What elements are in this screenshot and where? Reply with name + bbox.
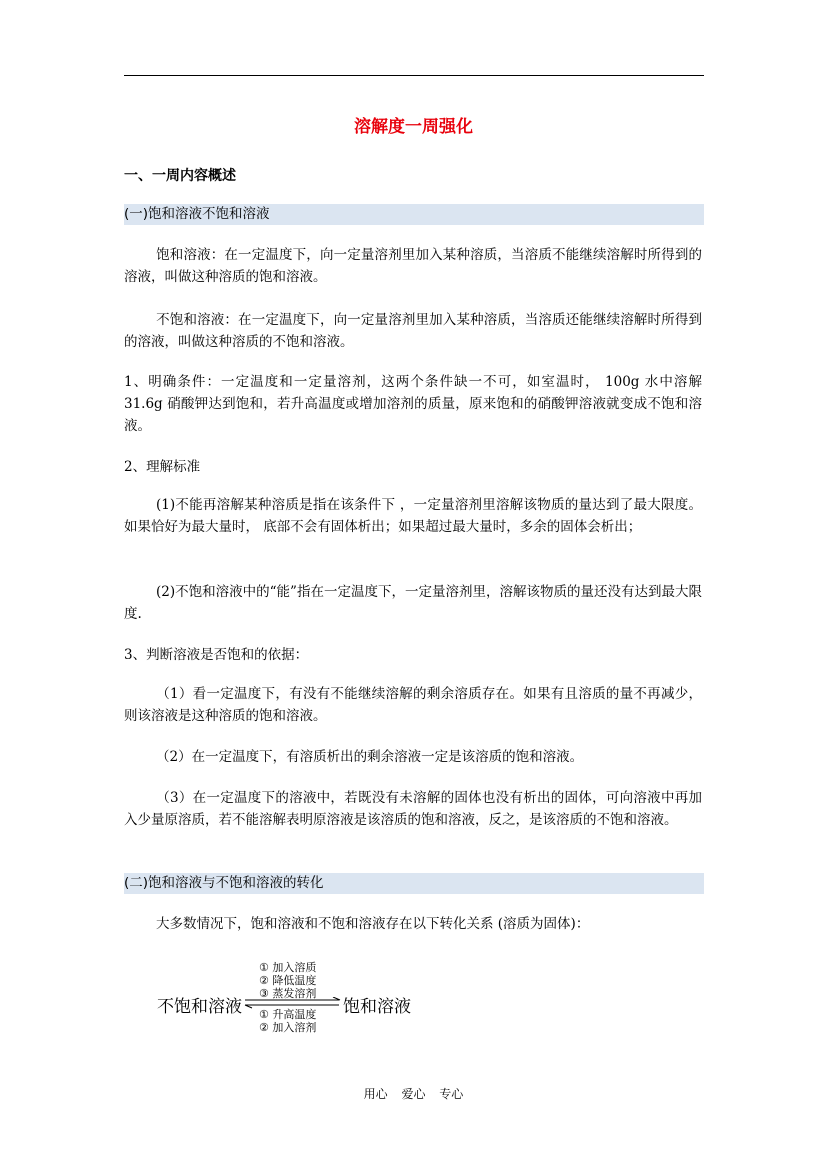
- paragraph-point-3-3: [124, 787, 702, 831]
- subsection-band-2-label: (二)饱和溶液与不饱和溶液的转化: [124, 875, 324, 891]
- paragraph-point-2-1: [124, 494, 702, 538]
- paragraph-point-2: 2、理解标准: [124, 459, 201, 475]
- page-title: 溶解度一周强化: [354, 117, 473, 137]
- section-heading: 一、一周内容概述: [124, 168, 236, 184]
- forward-conditions: [259, 961, 316, 1000]
- unsaturated-solution-label: 不饱和溶液: [157, 997, 242, 1017]
- paragraph-text: (1)不能再溶解某种溶质是指在该条件下 ，一定量溶剂里溶解该物质的量达到了最大限度。如果恰好为最大量时， 底部不会有固体析出；如果超过最大量时，多余的固体会析出；: [124, 497, 702, 535]
- forward-condition: ① 加入溶质: [259, 961, 317, 974]
- paragraph-point-1: 1、明确条件：一定温度和一定量溶剂，这两个条件缺一不可，如室温时， 100g 水中溶解 31.6g 硝酸钾达到饱和，若升高温度或增加溶剂的质量，原来饱和的硝酸钾溶液就变成不饱和溶液。: [124, 374, 702, 434]
- paragraph-text: （3）在一定温度下的溶液中，若既没有未溶解的固体也没有析出的固体，可向溶液中再加入少量原溶质，若不能溶解表明原溶液是该溶质的饱和溶液，反之，是该溶质的不饱和溶液。: [124, 790, 702, 828]
- saturated-solution-label: 饱和溶液: [343, 997, 411, 1017]
- paragraph-text: (2)不饱和溶液中的“能”指在一定温度下，一定量溶剂里，溶解该物质的量还没有达到最大限度.: [124, 584, 702, 622]
- paragraph-point-2-2: [124, 581, 702, 625]
- paragraph-point-3: 3、判断溶液是否饱和的依据：: [124, 647, 309, 663]
- paragraph-text: （2）在一定温度下，有溶质析出的剩余溶液一定是该溶质的饱和溶液。: [156, 749, 584, 765]
- paragraph-conversion-intro: [124, 913, 702, 935]
- paragraph-text: 大多数情况下，饱和溶液和不饱和溶液存在以下转化关系 (溶质为固体)：: [156, 916, 590, 932]
- page-footer: 用心 爱心 专心: [363, 1087, 464, 1101]
- paragraph-point-3-1: [124, 683, 702, 727]
- subsection-band-2: [124, 873, 704, 894]
- paragraph-saturated-definition: [124, 244, 702, 288]
- conversion-diagram: [157, 956, 427, 1036]
- header-rule: [124, 75, 704, 76]
- backward-condition: ① 升高温度: [259, 1008, 317, 1021]
- subsection-band-1: [124, 204, 704, 225]
- forward-condition: ③ 蒸发溶剂: [259, 987, 317, 1000]
- forward-condition: ② 降低温度: [259, 974, 317, 987]
- paragraph-point-3-2: [124, 746, 702, 768]
- paragraph-text: 不饱和溶液：在一定温度下，向一定量溶剂里加入某种溶质，当溶质还能继续溶解时所得到的溶液，叫做这种溶质的不饱和溶液。: [124, 312, 702, 350]
- subsection-band-1-label: (一)饱和溶液不饱和溶液: [124, 206, 270, 222]
- backward-condition: ② 加入溶剂: [259, 1021, 317, 1034]
- paragraph-text: 饱和溶液：在一定温度下，向一定量溶剂里加入某种溶质，当溶质不能继续溶解时所得到的溶液，叫做这种溶质的饱和溶液。: [124, 247, 702, 285]
- backward-conditions: [259, 1008, 316, 1034]
- paragraph-text: （1）看一定温度下，有没有不能继续溶解的剩余溶质存在。如果有且溶质的量不再减少，则该溶液是这种溶质的饱和溶液。: [124, 686, 702, 724]
- paragraph-unsaturated-definition: [124, 309, 702, 353]
